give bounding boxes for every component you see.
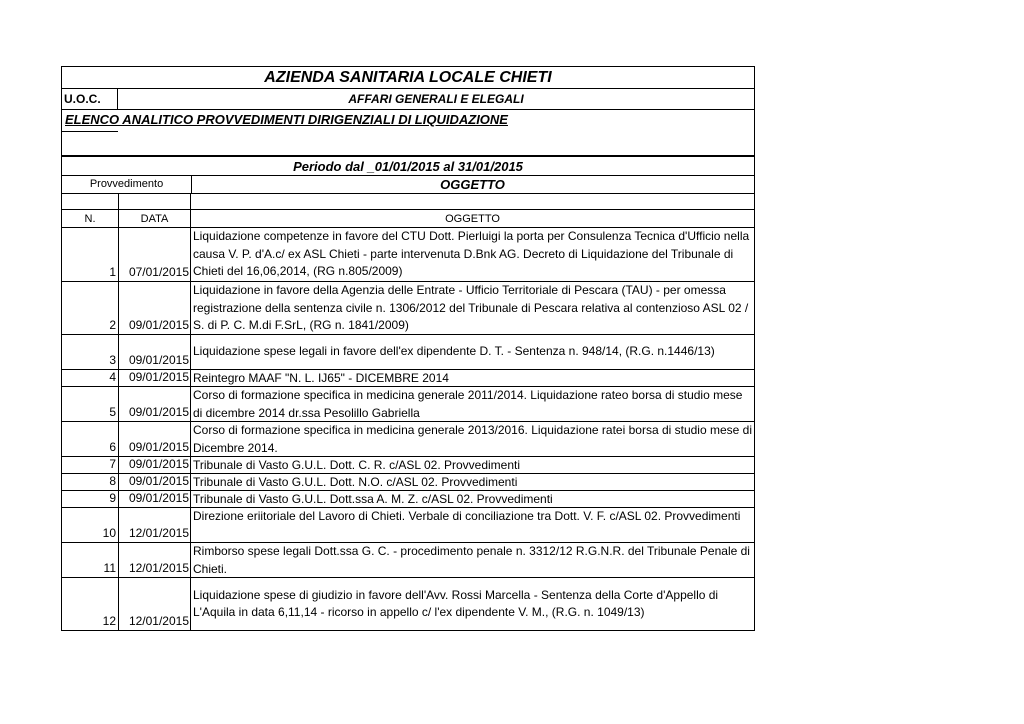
row-number: 1 (109, 264, 116, 279)
empty-row (61, 194, 755, 210)
row-oggetto: Liquidazione competenze in favore del CTU Dott. Pierluigi la porta per Consulenza Tecnica d'Ufficio nella causa V. P. d'A.c/ ex ASL Chieti - parte intervenuta D.Bnk AG. Decreto di Liquidazione del Tribunale di Chieti del 16,06,2014, (RG n.805/2009) (193, 229, 750, 278)
row-date: 12/01/2015 (128, 560, 189, 575)
oggetto-group-header: OGGETTO (440, 177, 505, 192)
row-oggetto: Rimborso spese legali Dott.ssa G. C. - procedimento penale n. 3312/12 R.G.N.R. del Tribunale Penale di Chieti. (193, 544, 750, 576)
document-sheet (61, 66, 755, 631)
page-title: AZIENDA SANITARIA LOCALE CHIETI (61, 66, 755, 89)
row-oggetto: Tribunale di Vasto G.U.L. Dott. N.O. c/ASL 02. Provvedimenti (193, 475, 518, 489)
row-number: 5 (109, 404, 116, 419)
row-oggetto: Liquidazione in favore della Agenzia delle Entrate - Ufficio Territoriale di Pescara (TAU) - per omessa registrazione della sentenza civile n. 1306/2012 del Tribunale di Pescara relativa al contenzioso ASL 02 / S. di P. C. M.di F.SrL, (RG n. 1841/2009) (193, 283, 749, 332)
uoc-label: U.O.C. (62, 89, 118, 109)
row-date: 07/01/2015 (128, 264, 189, 279)
row-oggetto: Liquidazione spese legali in favore dell'ex dipendente D. T. - Sentenza n. 948/14, (R.G. n.1446/13) (193, 344, 715, 359)
uoc-value: AFFARI GENERALI E ELEGALI (348, 92, 524, 106)
row-date: 09/01/2015 (128, 473, 189, 488)
row-number: 4 (109, 369, 116, 384)
periodo-row: Periodo dal _01/01/2015 al 31/01/2015 (61, 156, 755, 176)
row-number: 10 (102, 525, 116, 540)
row-date: 12/01/2015 (128, 525, 189, 540)
table-row (61, 474, 755, 491)
table-row (61, 370, 755, 387)
row-number: 3 (109, 352, 116, 367)
group-header-row (61, 176, 755, 194)
row-date: 09/01/2015 (128, 439, 189, 454)
row-date: 09/01/2015 (128, 352, 189, 367)
row-number: 9 (109, 490, 116, 505)
table-row (61, 422, 755, 457)
table-row (61, 228, 755, 282)
table-row (61, 508, 755, 543)
row-date: 09/01/2015 (128, 369, 189, 384)
row-number: 8 (109, 473, 116, 488)
provvedimento-header: Provvedimento (62, 176, 192, 193)
row-oggetto: Liquidazione spese di giudizio in favore dell'Avv. Rossi Marcella - Sentenza della Corte d'Appello di L'Aquila in data 6,11,14 - ricorso in appello c/ l'ex dipendente V. M., (R.G. n. 1049/13) (193, 587, 719, 619)
column-header-row (61, 210, 755, 228)
row-number: 7 (109, 456, 116, 471)
row-date: 09/01/2015 (128, 404, 189, 419)
row-date: 12/01/2015 (128, 613, 189, 628)
col-header-data: DATA (119, 210, 191, 227)
table-row (61, 282, 755, 335)
row-oggetto: Reintegro MAAF "N. L. IJ65" - DICEMBRE 2014 (193, 371, 449, 385)
table-row (61, 578, 755, 631)
table-row (61, 457, 755, 474)
blank-row (61, 132, 755, 156)
table-row (61, 543, 755, 578)
row-oggetto: Corso di formazione specifica in medicina generale 2013/2016. Liquidazione ratei borsa di studio mese di Dicembre 2014. (193, 423, 752, 455)
row-date: 09/01/2015 (128, 317, 189, 332)
row-date: 09/01/2015 (128, 456, 189, 471)
row-date: 09/01/2015 (128, 490, 189, 505)
row-oggetto: Direzione eriitoriale del Lavoro di Chieti. Verbale di conciliazione tra Dott. V. F. c/ASL 02. Provvedimenti (193, 509, 741, 523)
col-header-n: N. (62, 210, 119, 227)
table-row (61, 491, 755, 508)
elenco-title: ELENCO ANALITICO PROVVEDIMENTI DIRIGENZIALI DI LIQUIDAZIONE (65, 112, 508, 127)
row-oggetto: Tribunale di Vasto G.U.L. Dott. C. R. c/ASL 02. Provvedimenti (193, 458, 521, 472)
row-oggetto: Corso di formazione specifica in medicina generale 2011/2014. Liquidazione rateo borsa di studio mese di dicembre 2014 dr.ssa Pesolillo Gabriella (193, 388, 743, 420)
row-number: 6 (109, 439, 116, 454)
table-row (61, 387, 755, 422)
table-row (61, 335, 755, 370)
row-number: 12 (102, 613, 116, 628)
row-number: 11 (103, 560, 116, 575)
col-header-oggetto: OGGETTO (445, 213, 500, 225)
elenco-row (61, 110, 755, 132)
uoc-row (61, 89, 755, 110)
row-oggetto: Tribunale di Vasto G.U.L. Dott.ssa A. M. Z. c/ASL 02. Provvedimenti (193, 492, 553, 506)
row-number: 2 (109, 317, 116, 332)
